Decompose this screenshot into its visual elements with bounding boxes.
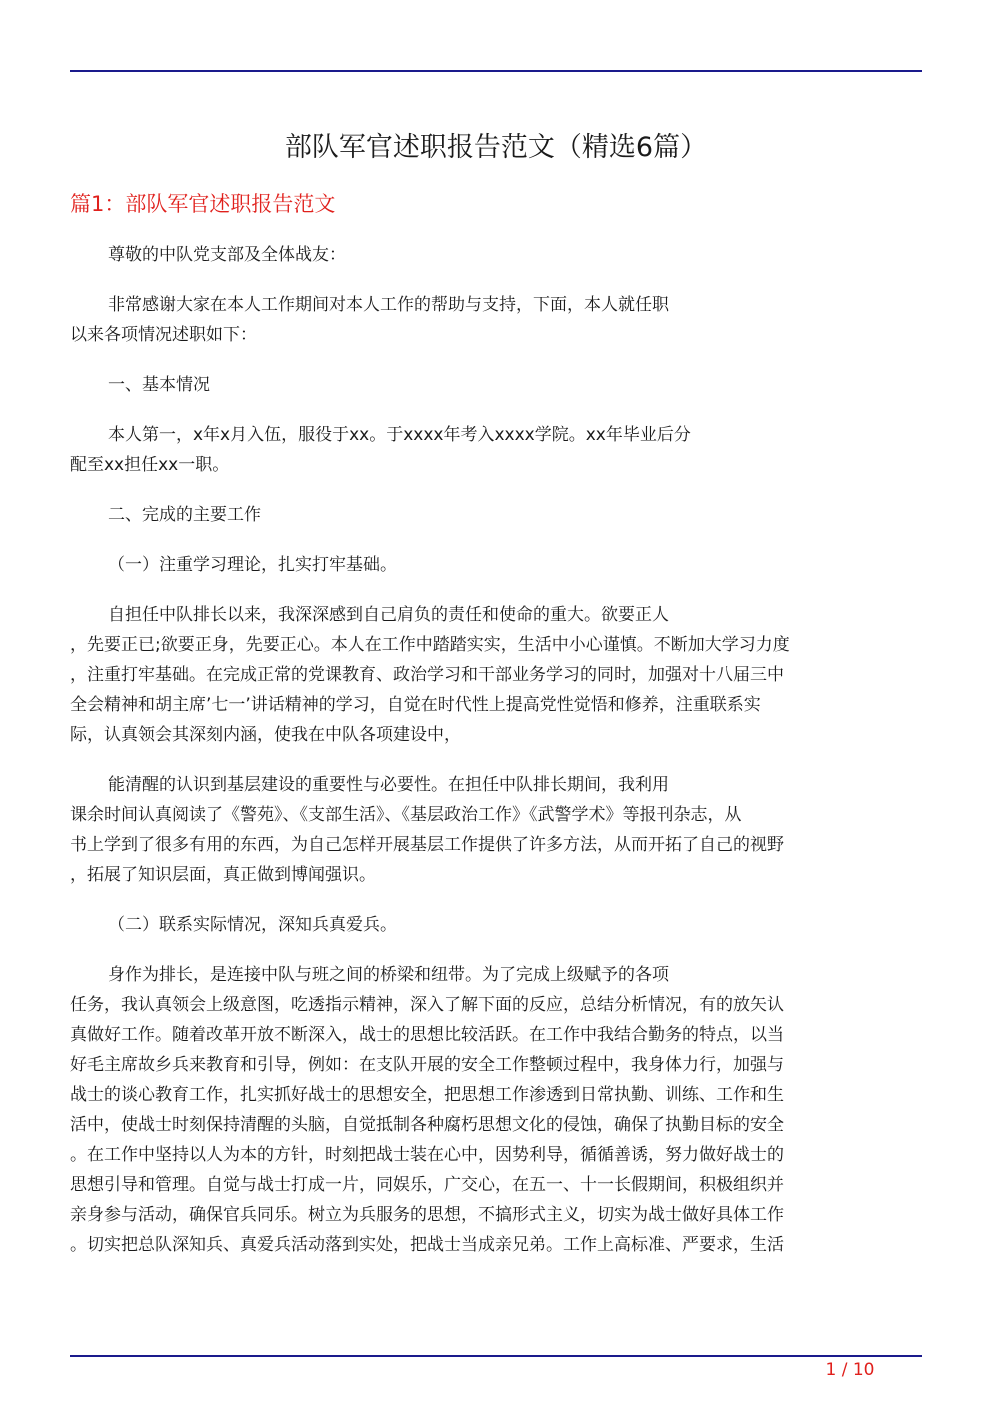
paragraph-line: 。在工作中坚持以人为本的方针，时刻把战士装在心中，因势利导，循循善诱，努力做好战士的 [70,1145,784,1165]
paragraph [70,550,922,580]
paragraph-line: 真做好工作。随着改革开放不断深入，战士的思想比较活跃。在工作中我结合勤务的特点，以当 [70,1025,784,1045]
paragraph [70,960,922,1260]
paragraph-line: ，注重打牢基础。在完成正常的党课教育、政治学习和干部业务学习的同时，加强对十八届三中 [70,665,784,685]
paragraph-line: 非常感谢大家在本人工作期间对本人工作的帮助与支持，下面，本人就任职 [108,295,669,315]
paragraph-line: 书上学到了很多有用的东西，为自己怎样开展基层工作提供了许多方法，从而开拓了自己的视野 [70,835,784,855]
paragraph [70,500,922,530]
paragraph-line: 本人第一，x年x月入伍，服役于xx。于xxxx年考入xxxx学院。xx年毕业后分 [108,425,691,445]
paragraph-line: 亲身参与活动，确保官兵同乐。树立为兵服务的思想，不搞形式主义，切实为战士做好具体工作 [70,1205,784,1225]
paragraph-line: 全会精神和胡主席’七一’讲话精神的学习，自觉在时代性上提高党性觉悟和修养，注重联系实 [70,695,761,715]
document-title: 部队军官述职报告范文（精选6篇） [284,132,708,163]
page-number: 1 / 10 [825,1360,875,1380]
document-body [70,240,922,1280]
paragraph [70,240,922,270]
paragraph [70,290,922,350]
paragraph-line: （二）联系实际情况，深知兵真爱兵。 [108,915,397,935]
paragraph-line: 二、完成的主要工作 [108,505,261,525]
paragraph [70,600,922,750]
paragraph-line: ，拓展了知识层面，真正做到博闻强识。 [70,865,376,885]
paragraph [70,910,922,940]
paragraph-line: 配至xx担任xx一职。 [70,455,230,475]
paragraph-line: ，先要正已;欲要正身，先要正心。本人在工作中踏踏实实，生活中小心谨慎。不断加大学习力度 [70,635,790,655]
paragraph-line: 。切实把总队深知兵、真爱兵活动落到实处，把战士当成亲兄弟。工作上高标准、严要求，生活 [70,1235,784,1255]
paragraph-line: 战士的谈心教育工作，扎实抓好战士的思想安全，把思想工作渗透到日常执勤、训练、工作和生 [70,1085,784,1105]
paragraph [70,420,922,480]
footer-rule [70,1355,922,1357]
paragraph [70,370,922,400]
section-heading: 篇1：部队军官述职报告范文 [70,192,336,216]
paragraph-line: 能清醒的认识到基层建设的重要性与必要性。在担任中队排长期间，我利用 [108,775,669,795]
paragraph-line: 身作为排长，是连接中队与班之间的桥梁和纽带。为了完成上级赋予的各项 [108,965,669,985]
paragraph-line: 自担任中队排长以来，我深深感到自己肩负的责任和使命的重大。欲要正人 [108,605,669,625]
paragraph-line: 以来各项情况述职如下： [70,325,257,345]
paragraph-line: （一）注重学习理论，扎实打牢基础。 [108,555,397,575]
paragraph-line: 一、基本情况 [108,375,210,395]
paragraph-line: 际，认真领会其深刻内涵，使我在中队各项建设中， [70,725,461,745]
paragraph-line: 好毛主席故乡兵来教育和引导，例如：在支队开展的安全工作整顿过程中，我身体力行，加强与 [70,1055,784,1075]
paragraph-line: 思想引导和管理。自觉与战士打成一片，同娱乐，广交心，在五一、十一长假期间，积极组织并 [70,1175,784,1195]
paragraph [70,770,922,890]
paragraph-line: 活中，使战士时刻保持清醒的头脑，自觉抵制各种腐朽思想文化的侵蚀，确保了执勤目标的安全 [70,1115,784,1135]
paragraph-line: 任务，我认真领会上级意图，吃透指示精神，深入了解下面的反应，总结分析情况，有的放矢认 [70,995,784,1015]
paragraph-line: 课余时间认真阅读了《警苑》、《支部生活》、《基层政治工作》《武警学术》等报刊杂志，从 [70,805,742,825]
header-rule [70,70,922,72]
paragraph-line: 尊敬的中队党支部及全体战友： [108,245,346,265]
